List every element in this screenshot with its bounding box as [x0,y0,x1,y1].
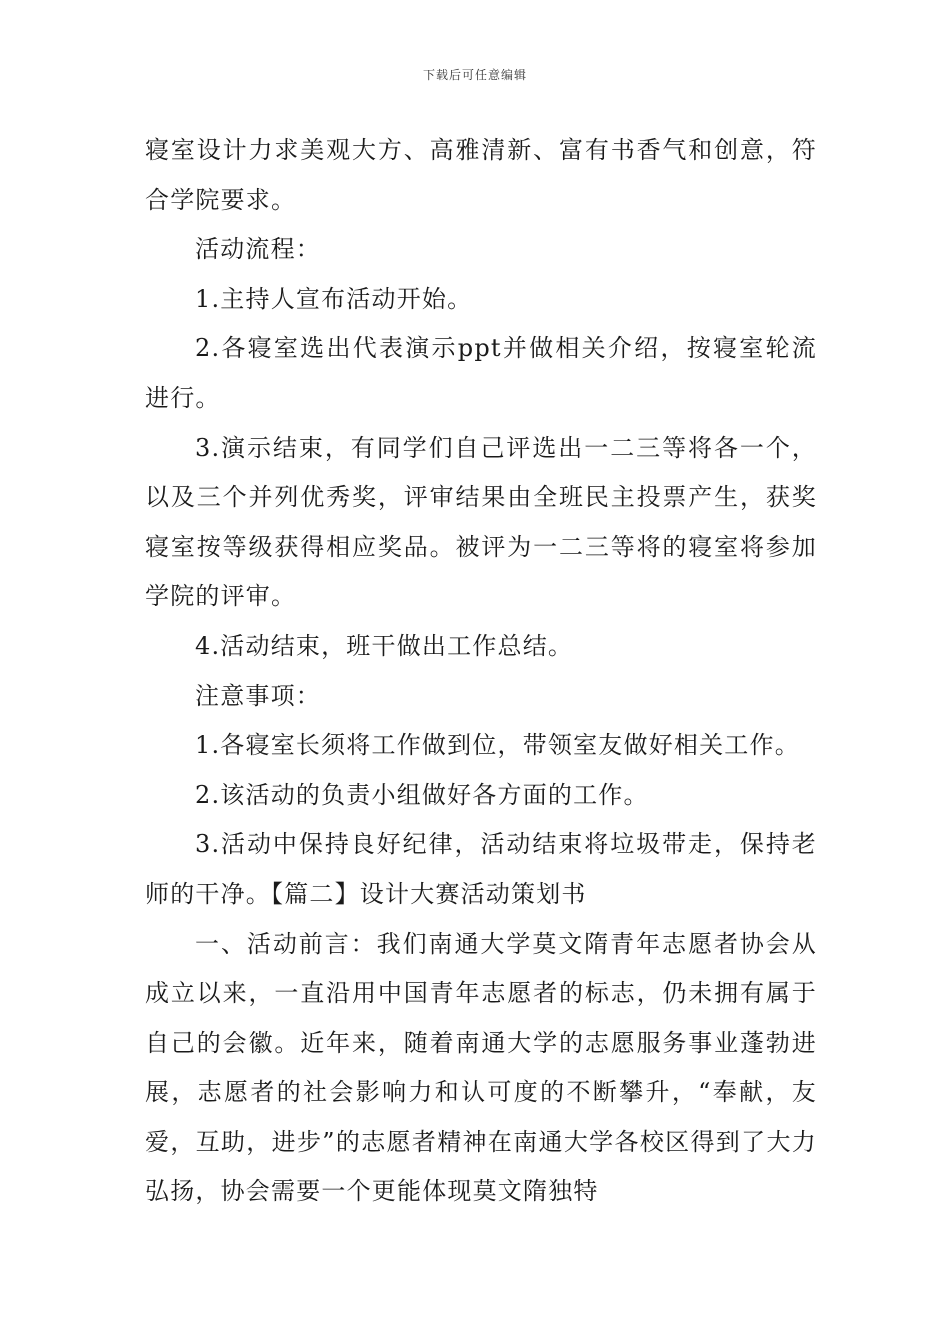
paragraph-dorm-design: 寝室设计力求美观大方、高雅清新、富有书香气和创意，符合学院要求。 [145,136,817,214]
list-item-process-3: 3.演示结束，有同学们自己评选出一二三等将各一个，以及三个并列优秀奖，评审结果由全班民主投票产生，获奖寝室按等级获得相应奖品。被评为一二三等将的寝室将参加学院的评审。 [145,433,817,611]
document-body [145,126,817,1217]
page-header-note: 下载后可任意编辑 [422,68,527,82]
list-item-notes-3: 3.活动中保持良好纪律，活动结束将垃圾带走，保持老师的干净。【篇二】设计大赛活动策划书 [145,830,817,908]
list-item-notes-1: 1.各寝室长须将工作做到位，带领室友做好相关工作。 [195,731,800,760]
list-item-notes-2: 2.该活动的负责小组做好各方面的工作。 [195,780,649,809]
paragraph-activity-preface: 一、活动前言：我们南通大学莫文隋青年志愿者协会从成立以来，一直沿用中国青年志愿者的标志，仍未拥有属于自己的会徽。近年来，随着南通大学的志愿服务事业蓬勃进展，志愿者的社会影响力和认可度的不断攀升，“奉献，友爱，互助，进步”的志愿者精神在南通大学各校区得到了大力弘扬，协会需要一个更能体现莫文隋独特 [145,929,817,1206]
heading-activity-process: 活动流程： [195,235,321,264]
list-item-process-4: 4.活动结束，班干做出工作总结。 [195,631,574,660]
list-item-process-2: 2.各寝室选出代表演示ppt并做相关介绍，按寝室轮流进行。 [145,334,817,412]
heading-notes: 注意事项： [195,681,321,710]
list-item-process-1: 1.主持人宣布活动开始。 [195,284,473,313]
